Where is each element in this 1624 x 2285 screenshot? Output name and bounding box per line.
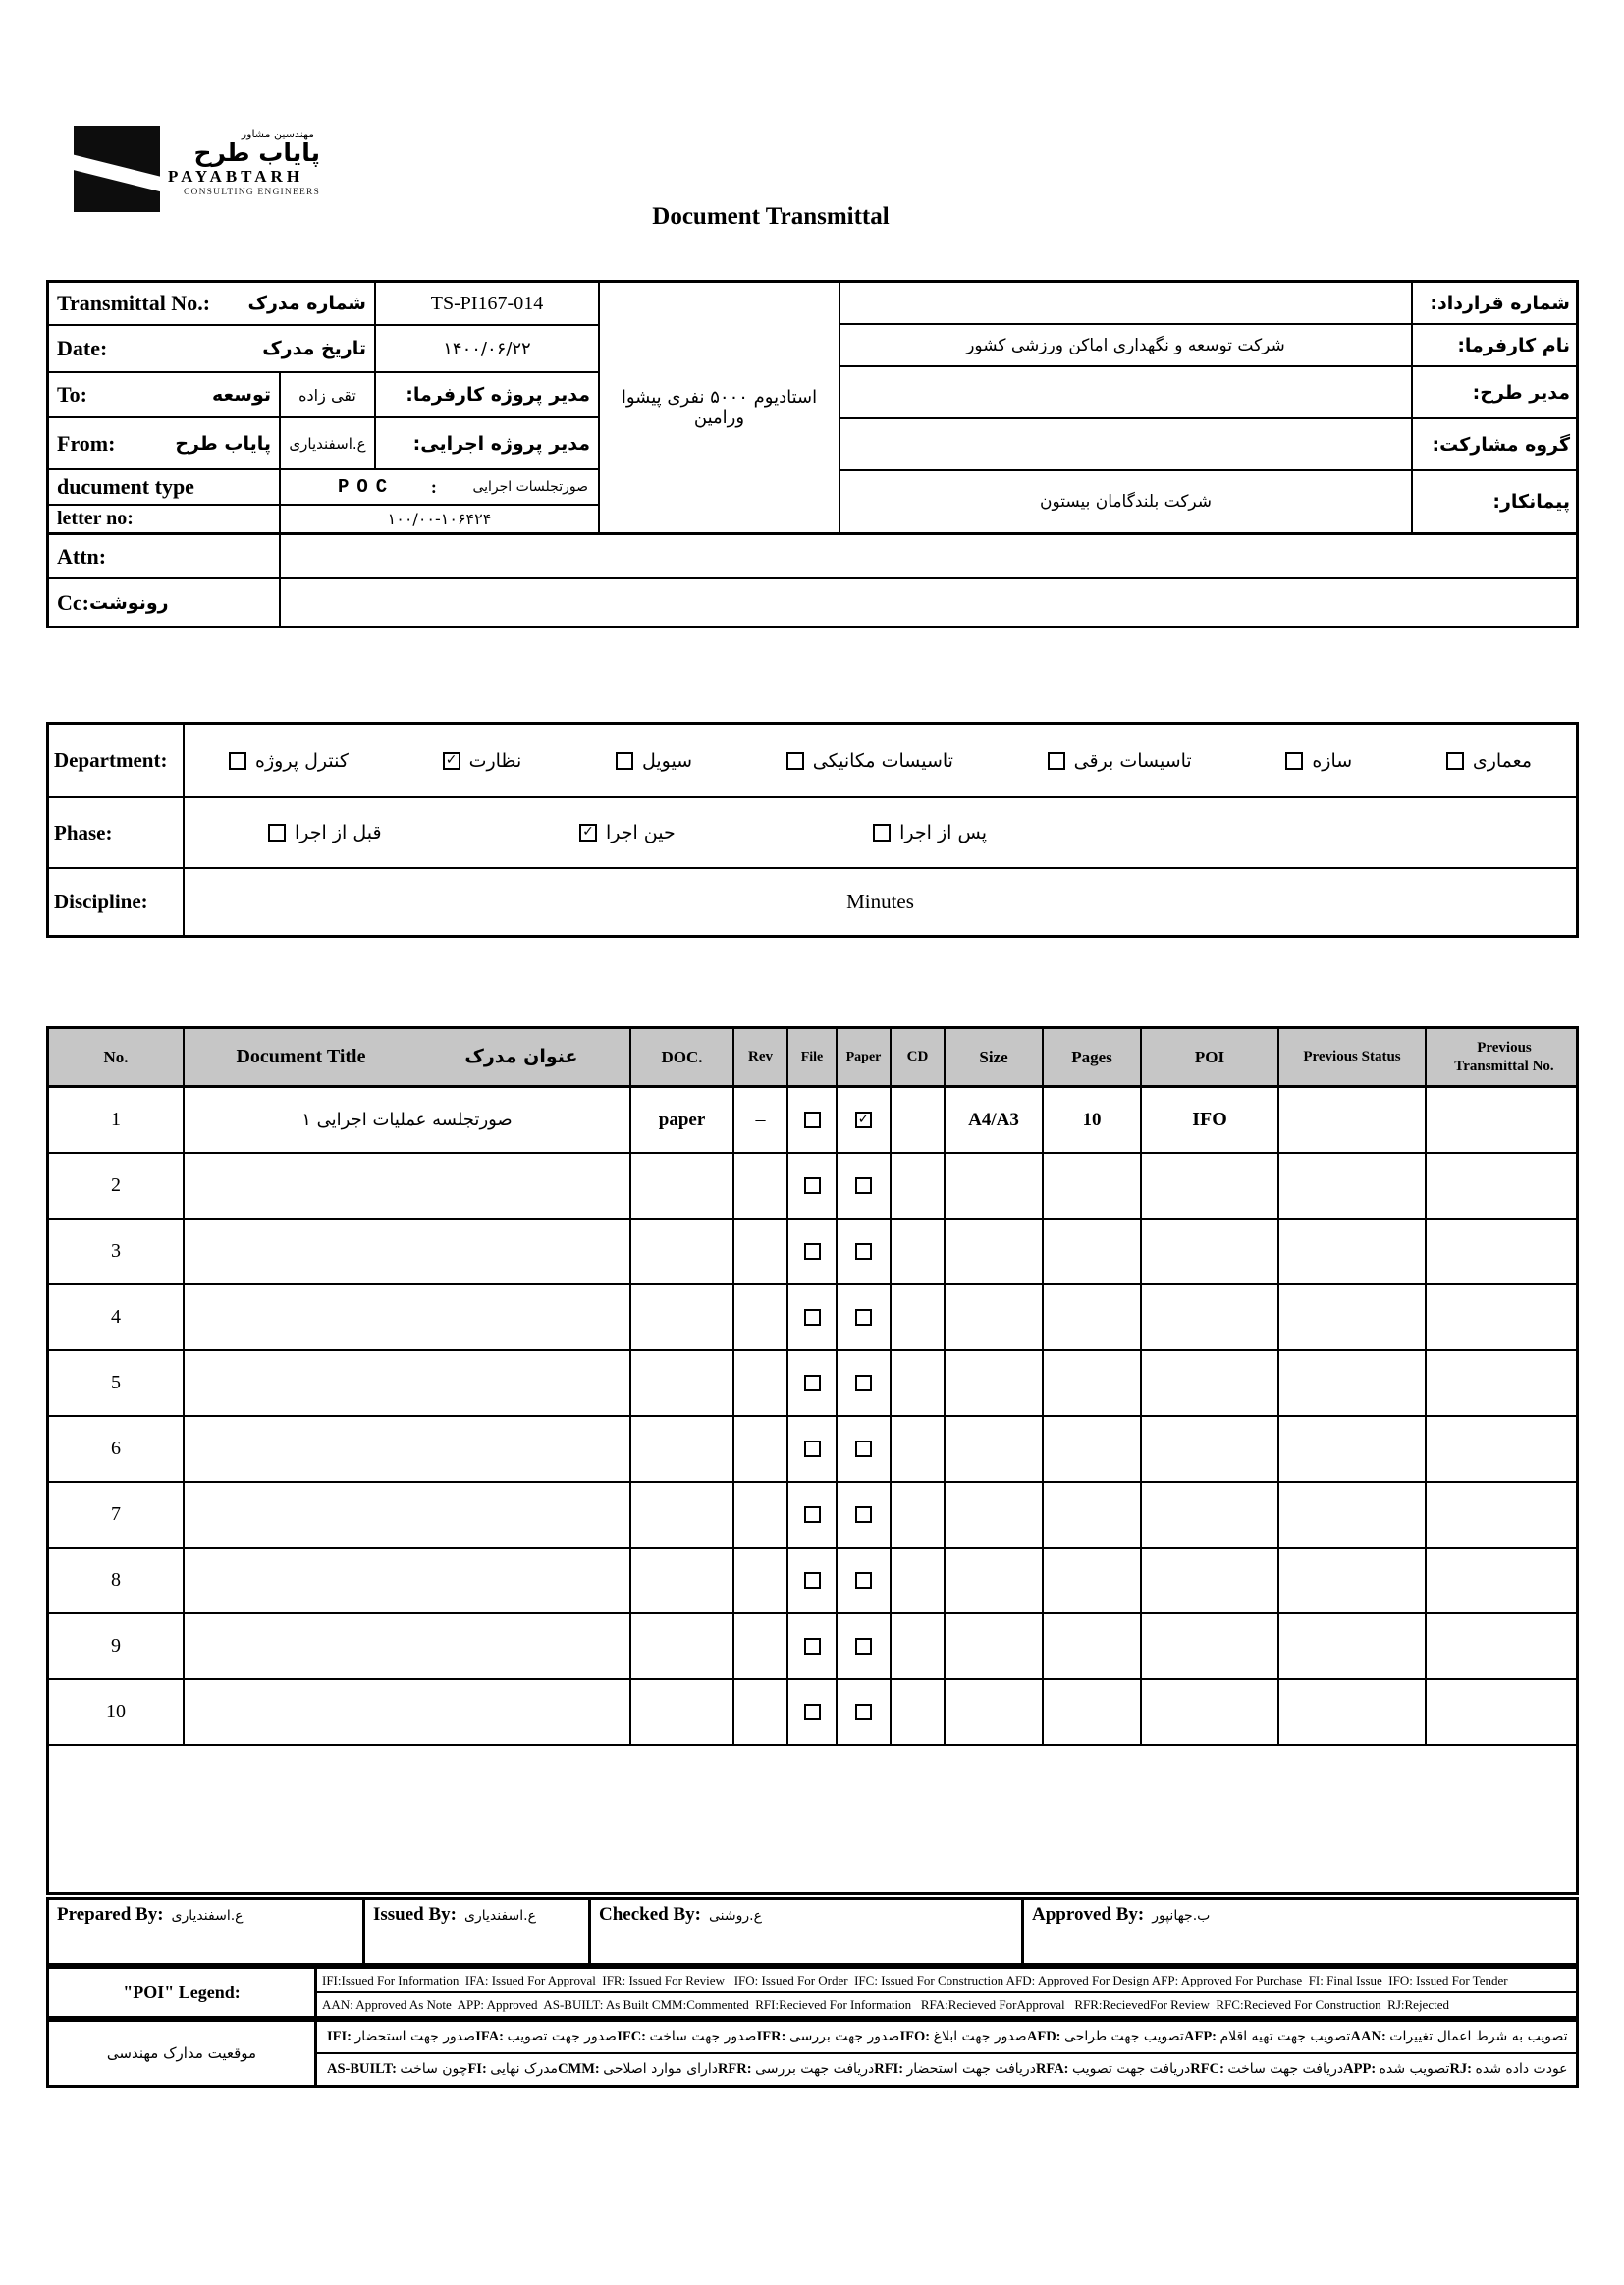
- checkbox-icon[interactable]: [1048, 752, 1065, 770]
- from-label: From:: [57, 430, 116, 456]
- phase-option-after-execution: پس از اجرا: [873, 822, 987, 843]
- fa-legend-row-1: [317, 2022, 1578, 2054]
- document-title: صورتجلسه عملیات اجرایی ۱: [185, 1088, 631, 1152]
- date-value: ۱۴۰۰/۰۶/۲۲: [443, 338, 531, 359]
- phase-option-before-execution: قبل از اجرا: [268, 822, 382, 843]
- phase-options: [185, 798, 1576, 867]
- doctype-colon: :: [430, 476, 437, 497]
- checkbox-icon[interactable]: [579, 824, 597, 842]
- file-checkbox[interactable]: [804, 1177, 821, 1194]
- date-label: Date:: [57, 336, 108, 361]
- document-row: 8: [49, 1549, 1576, 1614]
- logo-fa-tagline: مهندسین مشاور: [241, 128, 314, 140]
- doctype-value-fa: صورتجلسات اجرایی: [472, 479, 588, 496]
- file-checkbox[interactable]: [804, 1112, 821, 1128]
- legend-item: APP: تصویب شده: [1343, 2061, 1450, 2077]
- logo-mark-icon: [74, 126, 160, 212]
- attn-value: [281, 535, 1576, 577]
- paper-checkbox[interactable]: [855, 1704, 872, 1720]
- legend-item: RFA: دریافت جهت تصویب: [1035, 2061, 1191, 2077]
- checkbox-icon[interactable]: [229, 752, 246, 770]
- legend-item: IFC: صدور جهت ساخت: [617, 2029, 757, 2044]
- issued-by-cell: Issued By: ع.اسفندیاری: [365, 1900, 591, 1963]
- to-person: تقی زاده: [281, 373, 376, 416]
- document-row: 3: [49, 1220, 1576, 1285]
- checkbox-icon[interactable]: [268, 824, 286, 842]
- document-row: 5: [49, 1351, 1576, 1417]
- fa-legend-row-2: [317, 2054, 1578, 2085]
- document-row: 1 صورتجلسه عملیات اجرایی ۱ paper – ✓ A4/A3 10 IFO: [49, 1088, 1576, 1154]
- col-header-cd: CD: [892, 1029, 946, 1085]
- documents-table-header: [49, 1029, 1576, 1088]
- col-header-no: No.: [49, 1029, 185, 1085]
- paper-checkbox[interactable]: [855, 1243, 872, 1260]
- doctype-label: ducument type: [57, 474, 194, 500]
- paper-checkbox[interactable]: [855, 1638, 872, 1655]
- phase-option-during-execution: ✓ حین اجرا: [579, 822, 676, 843]
- documents-table: [46, 1026, 1579, 1895]
- logo-en-subtitle: CONSULTING ENGINEERS: [184, 188, 320, 198]
- checkbox-icon[interactable]: [873, 824, 891, 842]
- transmittal-no-label: Transmittal No.:: [57, 291, 211, 316]
- legend-item: IFA: صدور جهت تصویب: [475, 2029, 617, 2044]
- col-header-pages: Pages: [1044, 1029, 1142, 1085]
- cc-label: Cc:: [57, 589, 89, 615]
- file-checkbox[interactable]: [804, 1572, 821, 1589]
- phase-label: Phase:: [49, 798, 185, 867]
- legend-item: AAN: تصویب به شرط اعمال تغییرات: [1350, 2029, 1568, 2044]
- department-option-civil: سیویل: [616, 750, 692, 772]
- document-row: 6: [49, 1417, 1576, 1483]
- discipline-label: Discipline:: [49, 869, 185, 935]
- legend-item: RJ: عودت داده شده: [1449, 2061, 1568, 2077]
- col-header-paper: Paper: [838, 1029, 892, 1085]
- date-label-fa: تاریخ مدرک: [262, 338, 366, 360]
- document-row: 2: [49, 1154, 1576, 1220]
- poi-legend-row-1: IFI:Issued For Information IFA: Issued For Approval IFR: Issued For Review IFO: Issued For Order IFC: Issued For Construction AFD: Approved For Design AFP: Approved For Purchase FI: Final Issue IFO: Issued For Tender: [317, 1969, 1576, 1993]
- department-option-structure: سازه: [1285, 750, 1352, 772]
- paper-checkbox[interactable]: [855, 1177, 872, 1194]
- cc-value: [281, 579, 1576, 626]
- company-logo: [74, 126, 320, 212]
- approved-by-name: ب.جهانپور: [1152, 1908, 1211, 1924]
- checkbox-icon[interactable]: [443, 752, 460, 770]
- prepared-by-name: ع.اسفندیاری: [171, 1908, 244, 1924]
- legend-item: RFI: دریافت جهت استحضار: [874, 2061, 1036, 2077]
- legend-item: FI: مدرک نهایی: [467, 2061, 559, 2077]
- poi-legend-label: "POI" Legend:: [49, 1969, 317, 2016]
- from-person: ع.اسفندیاری: [281, 418, 376, 467]
- department-option-mechanical: تاسیسات مکانیکی: [786, 750, 953, 772]
- client-name-value: شرکت توسعه و نگهداری اماکن ورزشی کشور: [966, 335, 1285, 355]
- checkbox-icon[interactable]: [1285, 752, 1303, 770]
- logo-swoosh-icon: [74, 152, 160, 196]
- jv-group-label: گروه مشارکت:: [1411, 419, 1576, 469]
- paper-checkbox[interactable]: [855, 1572, 872, 1589]
- paper-checkbox[interactable]: [855, 1309, 872, 1326]
- letter-no-label: letter no:: [57, 508, 134, 530]
- file-checkbox[interactable]: [804, 1704, 821, 1720]
- legend-item: RFR: دریافت جهت بررسی: [717, 2061, 875, 2077]
- logo-fa-name: پایاب طرح: [193, 138, 320, 167]
- department-label: Department:: [49, 725, 185, 796]
- design-manager-label: مدیر طرح:: [1411, 367, 1576, 417]
- legend-item: IFO: صدور جهت ابلاغ: [899, 2029, 1027, 2044]
- discipline-value: Minutes: [846, 890, 914, 913]
- classification-table: [46, 722, 1579, 938]
- attn-label: Attn:: [57, 543, 107, 569]
- issued-by-name: ع.اسفندیاری: [464, 1908, 536, 1924]
- legend-item: CMM: دارای موارد اصلاحی: [558, 2061, 718, 2077]
- poi-legend-table: [46, 1966, 1579, 2019]
- document-row: 7: [49, 1483, 1576, 1549]
- fa-legend-table: [46, 2019, 1579, 2088]
- checkbox-icon[interactable]: [616, 752, 633, 770]
- col-header-previous-status: Previous Status: [1279, 1029, 1427, 1085]
- file-checkbox[interactable]: [804, 1243, 821, 1260]
- department-option-architecture: معماری: [1446, 750, 1532, 772]
- contractor-value: شرکت بلندگامان بیستون: [1039, 492, 1213, 512]
- col-header-doc: DOC.: [631, 1029, 734, 1085]
- file-checkbox[interactable]: [804, 1638, 821, 1655]
- jv-group-value: [840, 419, 1411, 469]
- department-option-electrical: تاسیسات برقی: [1048, 750, 1192, 772]
- department-options: [185, 725, 1576, 796]
- col-header-previous-transmittal: Previous Transmittal No.: [1454, 1039, 1554, 1074]
- paper-checkbox[interactable]: [855, 1506, 872, 1523]
- prepared-by-cell: Prepared By: ع.اسفندیاری: [49, 1900, 365, 1963]
- doctype-value: POC: [338, 476, 396, 499]
- transmittal-no-label-fa: شماره مدرک: [247, 293, 366, 315]
- col-header-file: File: [788, 1029, 838, 1085]
- legend-item: IFI: صدور جهت استحضار: [327, 2029, 476, 2044]
- legend-item: RFC: دریافت جهت ساخت: [1190, 2061, 1344, 2077]
- legend-item: IFR: صدور جهت بررسی: [756, 2029, 900, 2044]
- page-title: Document Transmittal: [652, 203, 890, 230]
- legend-item: AS-BUILT: چون ساخت: [327, 2061, 468, 2077]
- legend-item: AFP: تصویب جهت تهیه اقلام: [1183, 2029, 1351, 2044]
- logo-en-name: PAYABTARH: [168, 167, 304, 187]
- checked-by-name: ع.روشنی: [708, 1908, 762, 1924]
- document-row: 10: [49, 1680, 1576, 1746]
- exec-pm-label: مدیر پروژه اجرایی:: [412, 432, 590, 455]
- legend-item: AFD: تصویب جهت طراحی: [1026, 2029, 1184, 2044]
- transmittal-info-table: [46, 280, 1579, 628]
- file-checkbox[interactable]: [804, 1441, 821, 1457]
- contractor-label: پیمانکار:: [1411, 471, 1576, 532]
- checked-by-cell: Checked By: ع.روشنی: [591, 1900, 1024, 1963]
- document-row: 9: [49, 1614, 1576, 1680]
- letter-no-value: ۱۰۰/۰۰-۱۰۶۴۲۴: [387, 510, 492, 529]
- paper-checkbox[interactable]: [855, 1375, 872, 1391]
- col-header-title: Document Title عنوان مدرک: [185, 1029, 631, 1085]
- cc-label-fa: رونوشت: [88, 591, 169, 614]
- to-label: To:: [57, 382, 87, 408]
- col-header-size: Size: [946, 1029, 1044, 1085]
- col-header-rev: Rev: [734, 1029, 788, 1085]
- approved-by-cell: Approved By: ب.جهانپور: [1032, 1904, 1211, 1925]
- checkbox-icon[interactable]: [786, 752, 804, 770]
- contract-no-value: [840, 283, 1411, 323]
- from-value: پایاب طرح: [175, 432, 271, 455]
- signature-row: [46, 1897, 1579, 1966]
- paper-checkbox[interactable]: [855, 1441, 872, 1457]
- document-row: 4: [49, 1285, 1576, 1351]
- client-pm-label: مدیر پروژه کارفرما:: [406, 384, 590, 407]
- documents-table-empty-area: [49, 1746, 1576, 1892]
- transmittal-no-value: TS-PI167-014: [430, 292, 544, 314]
- file-checkbox[interactable]: [804, 1506, 821, 1523]
- file-checkbox[interactable]: [804, 1309, 821, 1326]
- department-option-supervision: ✓ نظارت: [443, 750, 522, 772]
- file-checkbox[interactable]: [804, 1375, 821, 1391]
- to-value: توسعه: [212, 384, 271, 407]
- design-manager-value: [840, 367, 1411, 417]
- paper-checkbox[interactable]: [855, 1112, 872, 1128]
- contract-no-label: شماره قرارداد:: [1411, 283, 1576, 323]
- fa-legend-label: موقعیت مدارک مهندسی: [49, 2022, 317, 2085]
- checkbox-icon[interactable]: [1446, 752, 1464, 770]
- client-name-label: نام کارفرما:: [1411, 325, 1576, 365]
- project-name-cell: استادیوم ۵۰۰۰ نفری پیشوا ورامین: [600, 283, 840, 532]
- col-header-poi: POI: [1142, 1029, 1279, 1085]
- poi-legend-row-2: AAN: Approved As Note APP: Approved AS-BUILT: As Built CMM:Commented RFI:Recieved For Information RFA:Recieved ForApproval RFR:RecievedFor Review RFC:Recieved For Construction RJ:Rejected: [322, 1996, 1449, 2012]
- department-option-project-control: کنترل پروژه: [229, 750, 349, 772]
